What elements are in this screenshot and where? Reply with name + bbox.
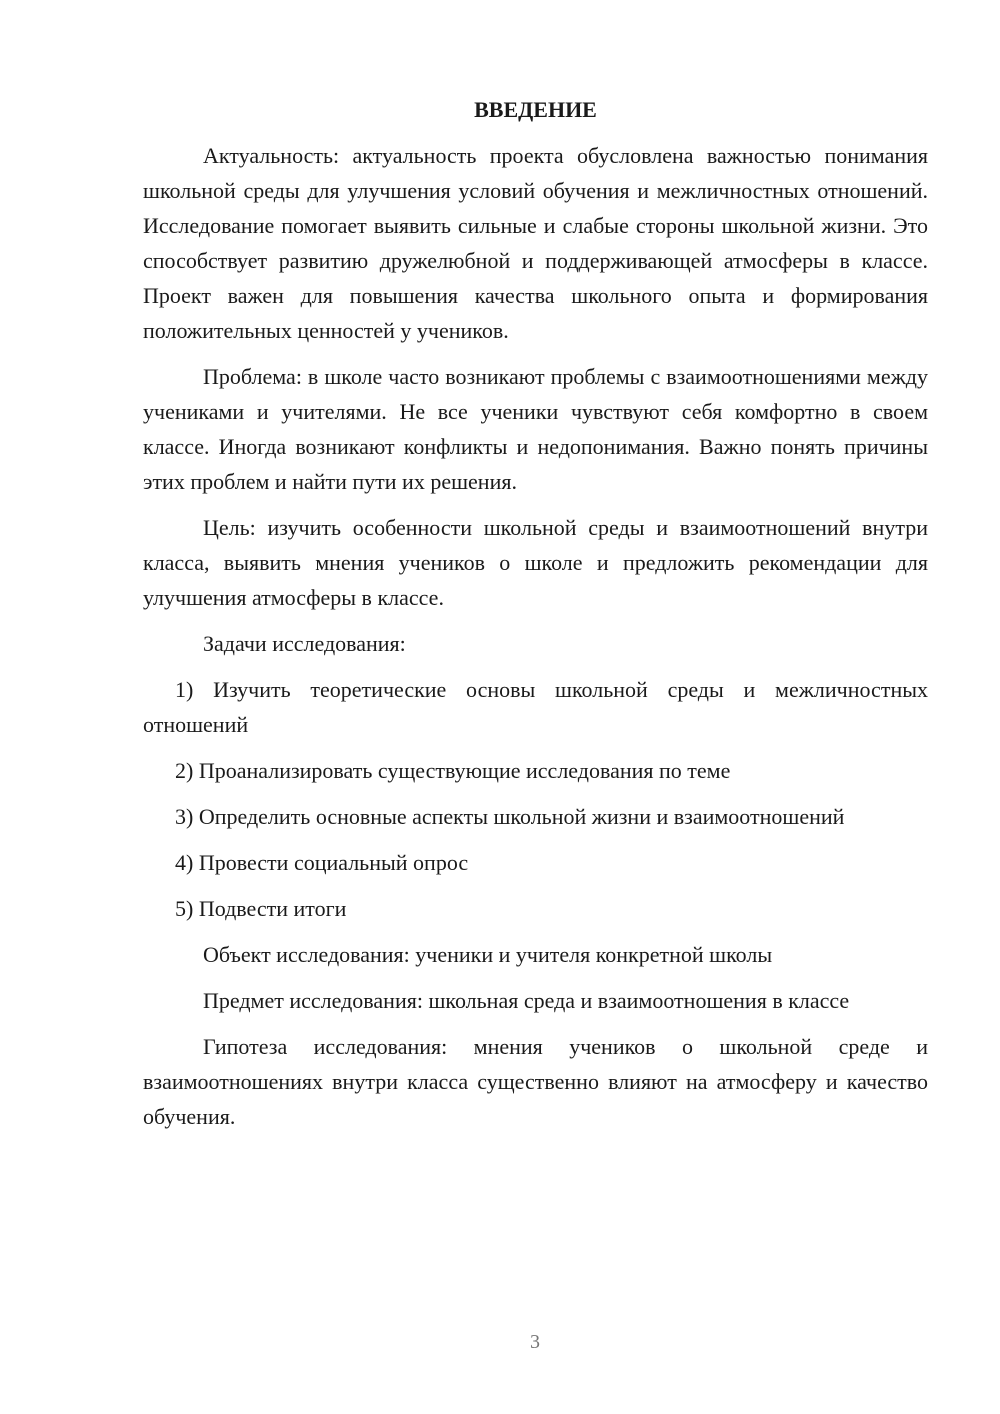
hypothesis-paragraph: Гипотеза исследования: мнения учеников о школьной среде и взаимоотношениях внутри класса существенно влияют на атмосферу и качество обучения. <box>143 1034 928 1129</box>
list-item: 1) Изучить теоретические основы школьной среды и межличностных отношений <box>143 677 928 737</box>
page-number: 3 <box>530 1331 540 1353</box>
tasks-title: Задачи исследования: <box>203 631 406 656</box>
section-heading: ВВЕДЕНИЕ <box>474 97 597 122</box>
problem-paragraph: Проблема: в школе часто возникают проблемы с взаимоотношениями между учениками и учителями. Не все ученики чувствуют себя комфортно в своем классе. Иногда возникают конфликты и недопонимания. Важно понять причины этих проблем и найти пути их решения. <box>143 364 928 494</box>
list-item: 2) Проанализировать существующие исследования по теме <box>175 758 731 783</box>
object-paragraph: Объект исследования: ученики и учителя конкретной школы <box>203 942 773 967</box>
document-page <box>143 92 928 1134</box>
list-item: 4) Провести социальный опрос <box>175 850 469 875</box>
goal-paragraph: Цель: изучить особенности школьной среды и взаимоотношений внутри класса, выявить мнения учеников о школе и предложить рекомендации для улучшения атмосферы в классе. <box>143 515 928 610</box>
relevance-paragraph: Актуальность: актуальность проекта обусловлена важностью понимания школьной среды для улучшения условий обучения и межличностных отношений. Исследование помогает выявить сильные и слабые стороны школьной жизни. Это способствует развитию дружелюбной и поддерживающей атмосферы в классе. Проект важен для повышения качества школьного опыта и формирования положительных ценностей у учеников. <box>143 143 928 343</box>
subject-paragraph: Предмет исследования: школьная среда и взаимоотношения в классе <box>203 988 850 1013</box>
list-item: 3) Определить основные аспекты школьной жизни и взаимоотношений <box>175 804 845 829</box>
list-item: 5) Подвести итоги <box>175 896 347 921</box>
